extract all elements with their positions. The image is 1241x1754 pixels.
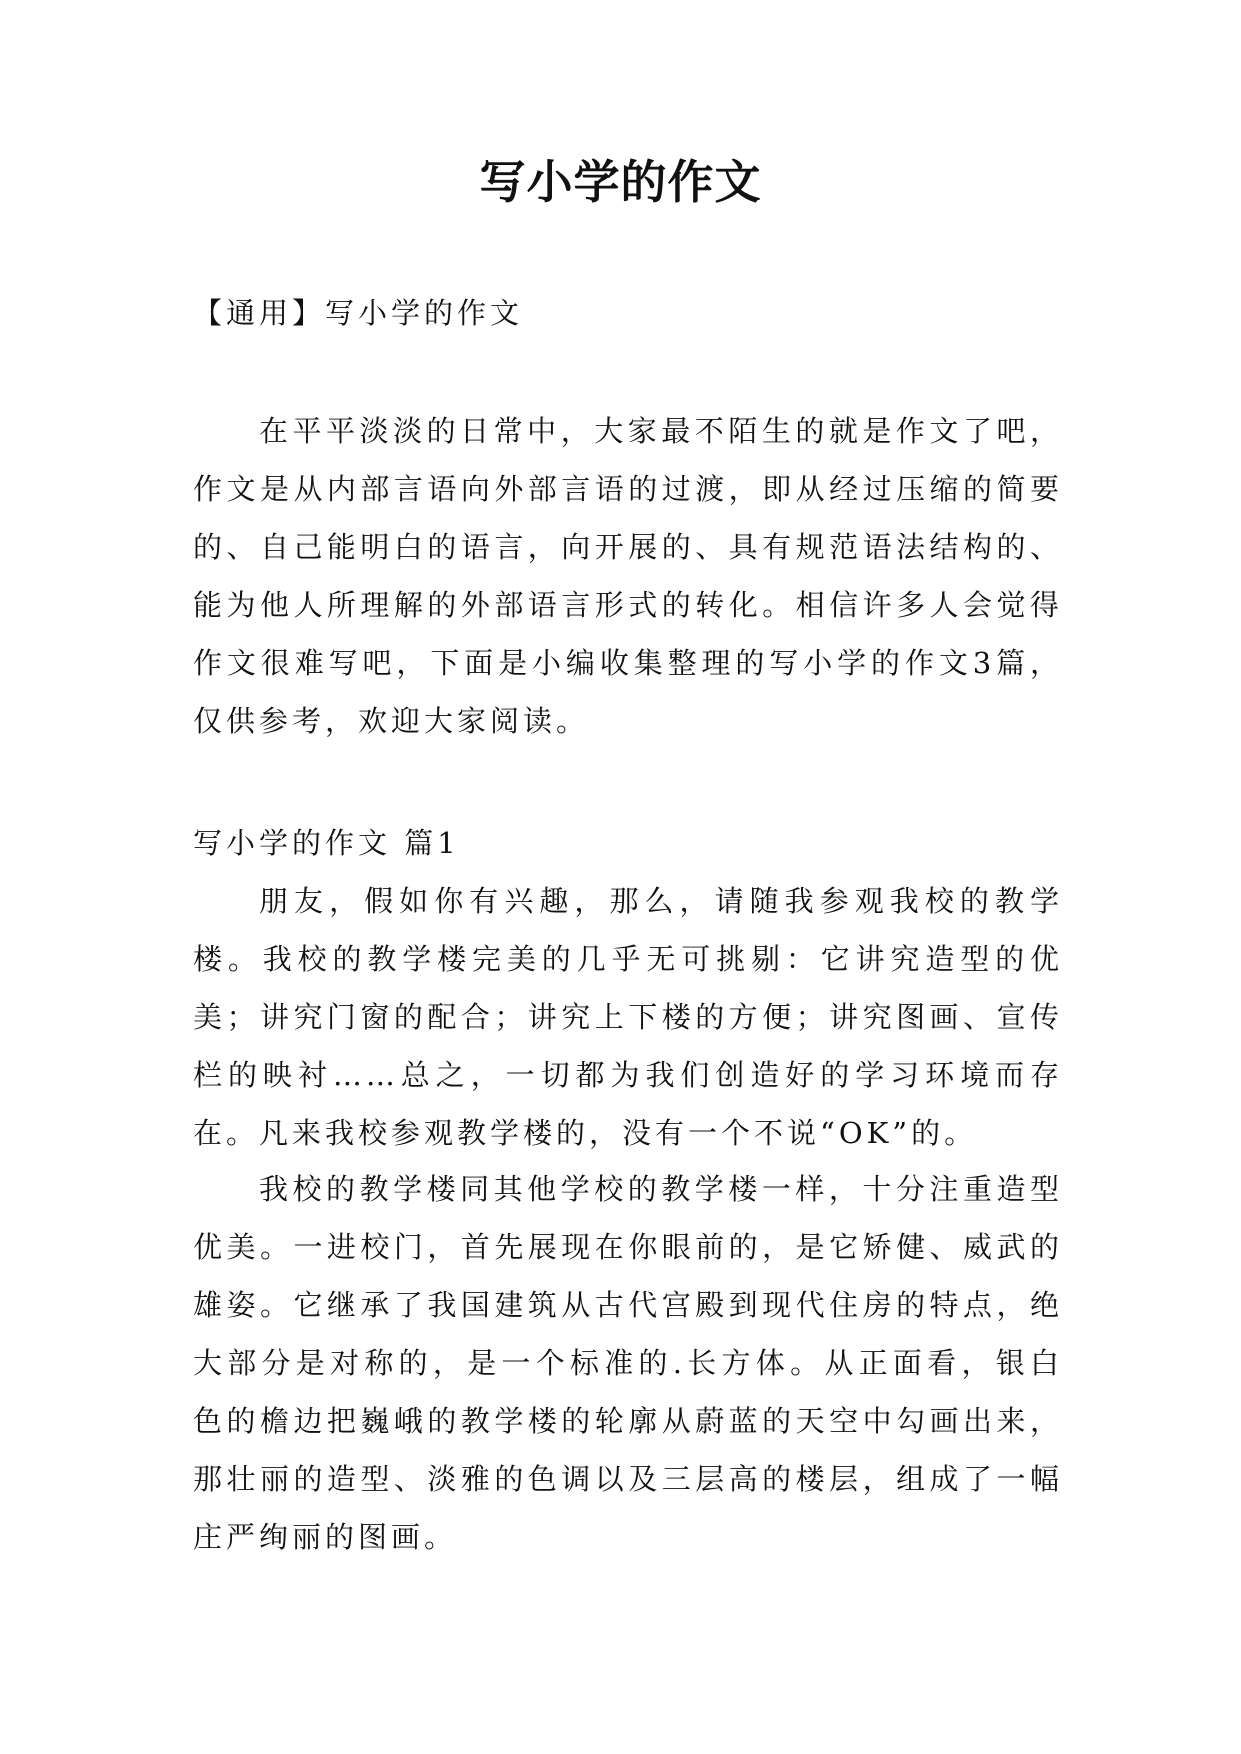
- body-paragraph: 朋友，假如你有兴趣，那么，请随我参观我校的教学楼。我校的教学楼完美的几乎无可挑剔：它讲究造型的优美；讲究门窗的配合；讲究上下楼的方便；讲究图画、宣传栏的映衬……总之，一切都为我们创造好的学习环境而存在。凡来我校参观教学楼的，没有一个不说“OK”的。: [193, 884, 1063, 1150]
- body-paragraph: 我校的教学楼同其他学校的教学楼一样，十分注重造型优美。一进校门，首先展现在你眼前的，是它矫健、威武的雄姿。它继承了我国建筑从古代宫殿到现代住房的特点，绝大部分是对称的，是一个标准的.长方体。从正面看，银白色的檐边把巍峨的教学楼的轮廓从蔚蓝的天空中勾画出来，那壮丽的造型、淡雅的色调以及三层高的楼层，组成了一幅庄严绚丽的图画。: [193, 1172, 1063, 1554]
- section-heading: 写小学的作文 篇1: [193, 826, 460, 860]
- document-subtitle: 【通用】写小学的作文: [193, 296, 524, 330]
- document-title: 写小学的作文: [479, 155, 762, 209]
- intro-paragraph: 在平平淡淡的日常中，大家最不陌生的就是作文了吧，作文是从内部言语向外部言语的过渡，即从经过压缩的简要的、自己能明白的语言，向开展的、具有规范语法结构的、能为他人所理解的外部语言形式的转化。相信许多人会觉得作文很难写吧，下面是小编收集整理的写小学的作文3篇，仅供参考，欢迎大家阅读。: [193, 414, 1063, 738]
